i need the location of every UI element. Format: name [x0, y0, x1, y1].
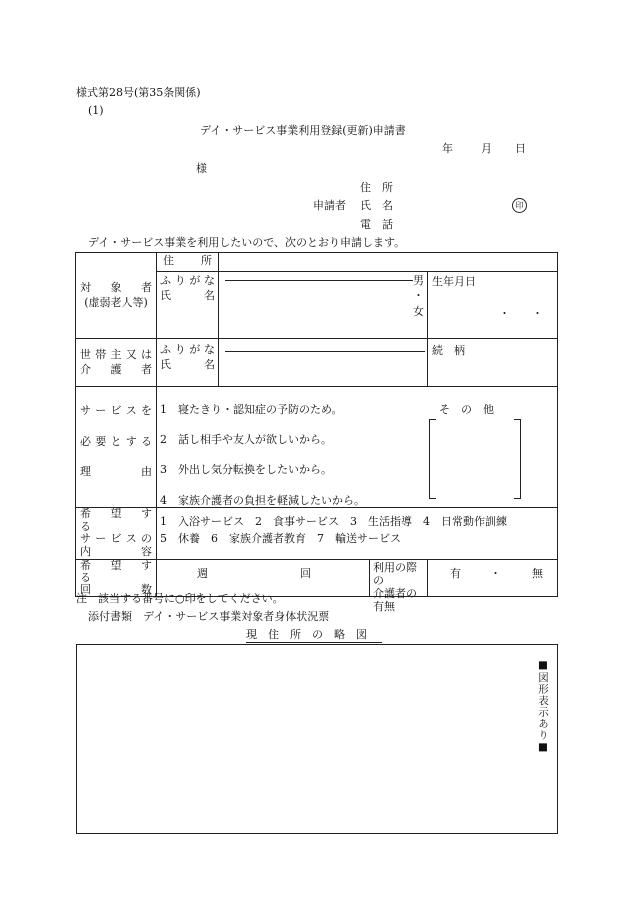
household-name-field[interactable]	[219, 339, 428, 387]
household-furigana-line	[225, 351, 425, 352]
relation-cell[interactable]	[428, 339, 558, 387]
count-label-cell	[76, 558, 163, 596]
target-address-label-cell	[157, 253, 219, 272]
caregiver-yes[interactable]: 有	[450, 566, 461, 580]
applicant-address-label: 住 所	[360, 181, 393, 194]
figure-marker: ■図形表示あり■	[537, 659, 549, 754]
other-bracket-right	[514, 419, 521, 499]
sketch-title-underline	[246, 642, 382, 643]
reason-option-1[interactable]: 1 寝たきり・認知症の予防のため。	[160, 403, 343, 416]
target-furigana-label: ふりがな	[160, 274, 215, 287]
service-label-3: 内 容	[80, 544, 152, 558]
service-options-line-2[interactable]: 5 休養 6 家族介護者教育 7 輸送サービス	[160, 532, 401, 546]
other-bracket-left	[429, 419, 436, 499]
date-year: 年	[442, 142, 453, 155]
attachment-text: 添付書類 デイ・サービス事業対象者身体状況票	[88, 610, 330, 623]
caregiver-presence-label-1: 利用の際の	[373, 560, 417, 587]
reason-option-3[interactable]: 3 外出し気分転換をしたいから。	[160, 463, 332, 476]
week-label: 週	[197, 566, 208, 580]
seal-icon: 印	[512, 198, 527, 213]
times-label: 回	[300, 566, 311, 580]
household-furigana-label: ふりがな	[160, 343, 215, 356]
household-label-cell	[76, 339, 157, 387]
reason-label-cell	[76, 387, 157, 508]
gender-male[interactable]: 男	[413, 274, 424, 287]
target-name-field[interactable]	[219, 272, 428, 339]
caregiver-dot: ・	[490, 566, 501, 580]
caregiver-no[interactable]: 無	[532, 566, 543, 580]
caregiver-presence-field[interactable]	[428, 559, 558, 596]
applicant-label: 申請者	[313, 199, 346, 212]
target-address-label: 住 所	[163, 254, 212, 267]
target-sublabel: (虚弱老人等)	[84, 295, 148, 309]
target-name-label: 氏 名	[160, 288, 215, 302]
household-label: 世帯主又は	[80, 347, 152, 361]
birth-date-separators: ・ ・	[499, 307, 543, 320]
caregiver-presence-label	[369, 560, 427, 614]
target-birth-cell[interactable]	[428, 272, 558, 339]
reason-label-1: サービスを	[80, 404, 152, 417]
household-name-label-cell	[157, 339, 219, 387]
note-text: 注 該当する番号に○印をしてください。	[76, 592, 284, 605]
service-label-2: サービスの	[80, 532, 152, 546]
service-label-cell	[76, 507, 163, 560]
service-options-cell[interactable]	[157, 508, 558, 560]
furigana-line	[225, 280, 413, 281]
target-person-label-cell	[76, 253, 157, 339]
service-options-line-1[interactable]: 1 入浴サービス 2 食事サービス 3 生活指導 4 日常動作訓練	[160, 515, 507, 528]
page-title: デイ・サービス事業利用登録(更新)申請書	[200, 124, 406, 137]
reason-option-4[interactable]: 4 家族介護者の負担を軽減したいから。	[160, 494, 365, 507]
seal-mark	[512, 198, 527, 213]
reason-options-cell	[157, 387, 558, 508]
form-number: 様式第28号(第35条関係)	[76, 86, 201, 99]
count-label-1: 希 望 す る	[80, 558, 163, 584]
addressee-suffix: 様	[196, 162, 207, 175]
sketch-title: 現 住 所 の 略 図	[246, 628, 367, 641]
date-month: 月	[481, 142, 492, 155]
reason-option-2[interactable]: 2 話し相手や友人が欲しいから。	[160, 433, 332, 446]
gender-dot: ・	[413, 289, 424, 303]
reason-label-2: 必要とする	[80, 435, 152, 448]
caregiver-presence-label-2: 介護者の有無	[373, 586, 417, 614]
target-label: 対 象 者	[80, 280, 152, 294]
intro-text: デイ・サービス事業を利用したいので、次のとおり申請します。	[88, 236, 406, 249]
count-label-2: 回 数	[80, 582, 152, 596]
other-label: そ の 他	[439, 403, 494, 416]
applicant-phone-label: 電 話	[360, 218, 393, 231]
gender-female[interactable]: 女	[413, 304, 424, 318]
household-name-label: 氏 名	[160, 357, 215, 371]
applicant-name-label: 氏 名	[360, 199, 393, 212]
relation-label: 続 柄	[432, 344, 465, 357]
birth-label: 生年月日	[432, 275, 476, 288]
service-label-1: 希 望 す る	[80, 507, 163, 533]
caregiver-label: 介 護 者	[80, 362, 152, 376]
target-name-label-cell	[157, 272, 219, 339]
gender-select[interactable]	[413, 273, 424, 319]
sub-number: (1)	[88, 104, 104, 117]
target-address-field[interactable]	[219, 253, 558, 272]
address-sketch-box[interactable]	[76, 644, 558, 834]
reason-label-3: 理 由	[80, 465, 152, 478]
date-day: 日	[515, 142, 526, 155]
